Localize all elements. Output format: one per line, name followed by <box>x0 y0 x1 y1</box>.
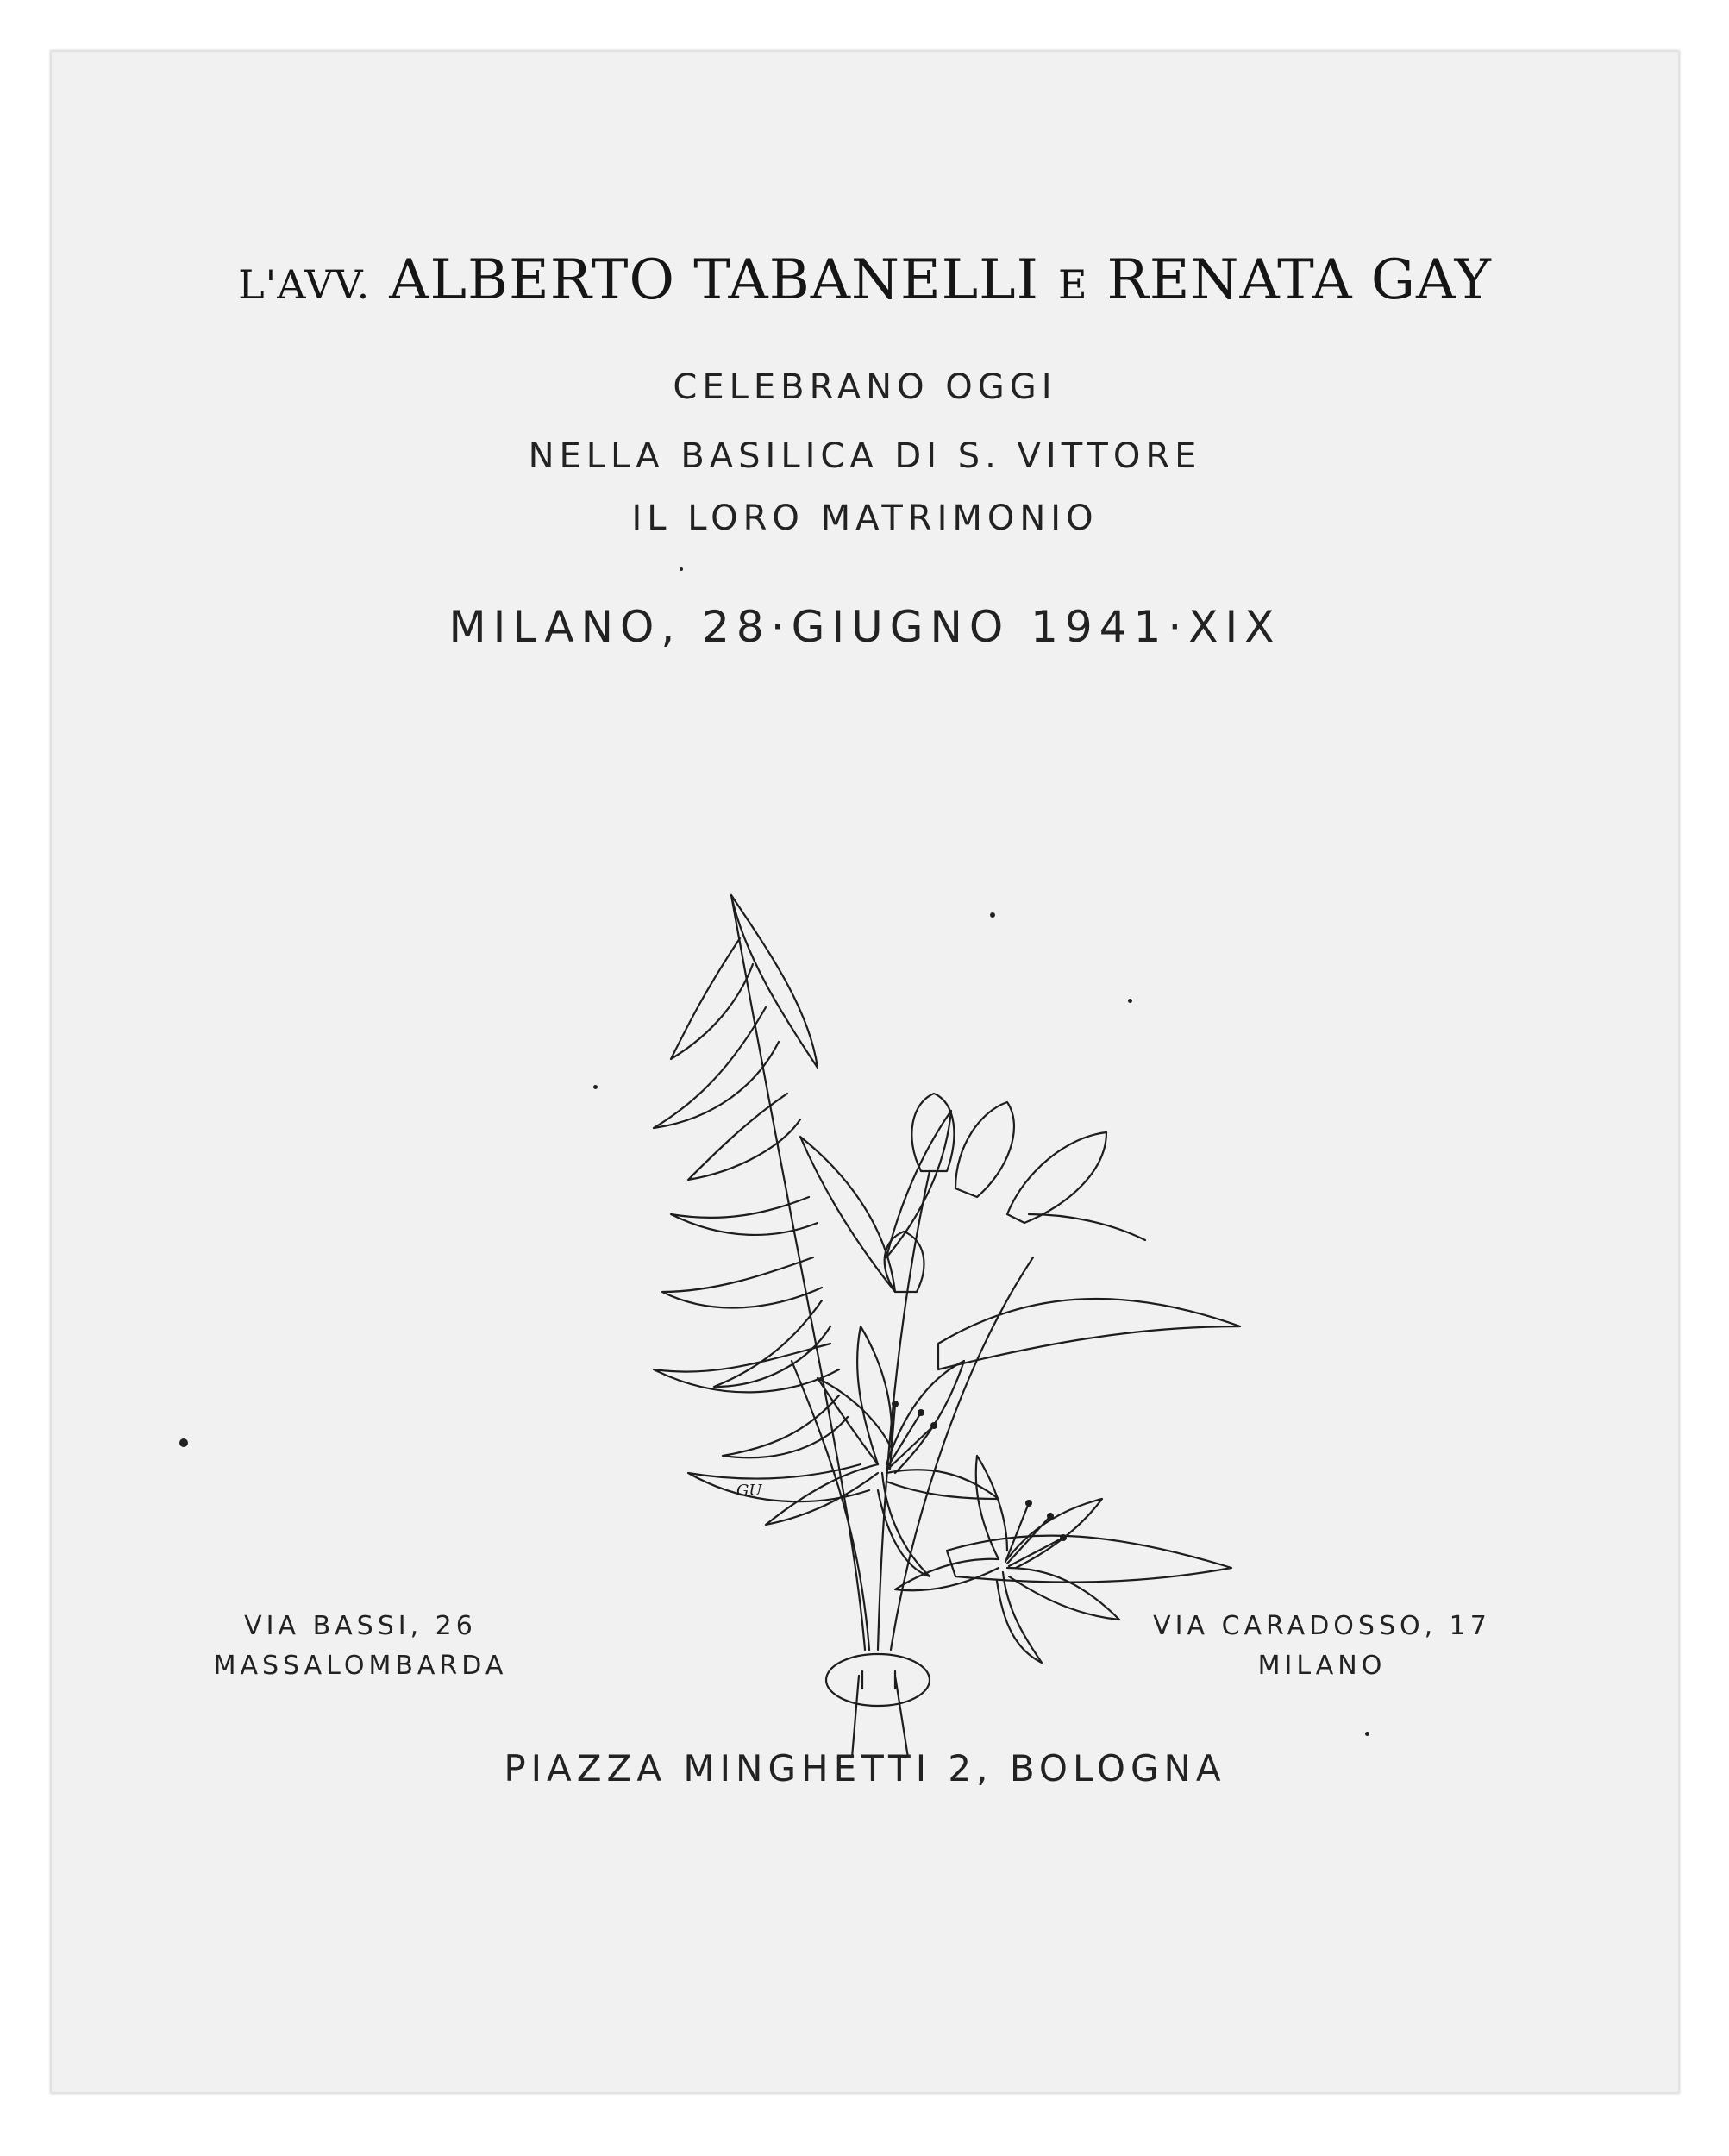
paper-speck <box>1128 999 1132 1003</box>
address-left-street: VIA BASSI, 26 <box>244 1611 477 1641</box>
paper-speck <box>1365 1732 1369 1736</box>
address-right-street: VIA CARADOSSO, 17 <box>1153 1611 1491 1641</box>
paper-speck <box>990 912 995 918</box>
announcement-line-2: NELLA BASILICA DI S. VITTORE <box>528 436 1202 476</box>
title-prefix: L'AVV. <box>238 261 371 308</box>
address-right <box>1128 1611 1516 1690</box>
invitation-card <box>50 50 1680 2094</box>
paper-speck <box>179 1438 188 1447</box>
announcement-line-1: CELEBRANO OGGI <box>673 367 1057 407</box>
groom-name: ALBERTO TABANELLI <box>389 248 1039 312</box>
artist-initials: GU <box>736 1482 762 1500</box>
announcement-line-3: IL LORO MATRIMONIO <box>631 498 1099 538</box>
address-bottom: PIAZZA MINGHETTI 2, BOLOGNA <box>504 1747 1226 1789</box>
address-left-city: MASSALOMBARDA <box>213 1651 508 1681</box>
address-right-city: MILANO <box>1257 1651 1387 1681</box>
paper-speck <box>680 567 683 571</box>
heading <box>50 248 1680 312</box>
address-left <box>179 1611 542 1690</box>
bride-name: RENATA GAY <box>1106 248 1492 312</box>
conjunction: E <box>1057 261 1088 308</box>
paper-speck <box>593 1085 598 1089</box>
date-line: MILANO, 28·GIUGNO 1941·XIX <box>448 602 1281 652</box>
